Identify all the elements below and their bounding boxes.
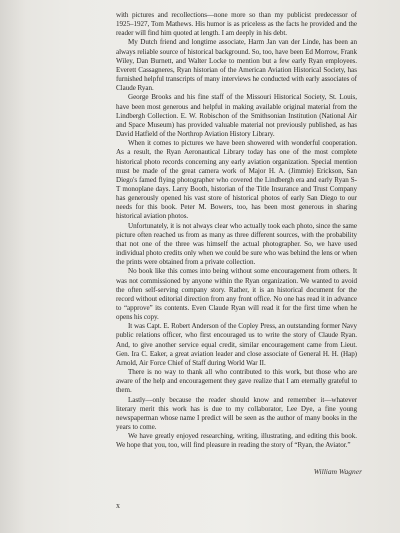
paragraph: Lastly—only because the reader should know and remember it—whatever literary merit this work has is due to my collaborator, Lee Dye, a fine young newspaperman whose name I predict will be seen as the author of many books in the years to come. bbox=[116, 395, 357, 432]
paragraph: We have greatly enjoyed researching, writing, illustrating, and editing this book. We hope that you, too, will find pleasure in reading the story of “Ryan, the Aviator.” bbox=[116, 432, 357, 450]
paragraph: It was Capt. E. Robert Anderson of the Copley Press, an outstanding former Navy public relations officer, who first encouraged us to write the story of Claude Ryan. And, to give another service equal credit, similar encouragement came from Lieut. Gen. Ira C. Eaker, a great aviation leader and close associate of General H. H. (Hap) Arnold, Air Force Chief of Staff during World War II. bbox=[116, 322, 357, 367]
page-number: x bbox=[116, 501, 120, 510]
paragraph: My Dutch friend and longtime associate, Harm Jan van der Linde, has been an always reliable source of historical background. So, too, have been Ed Morrow, Frank Wiley, Dan Burnett, and Walter Locke to mention but a few early Ryan employees. Everett Cassagneres, Ryan historian of the American Aviation Historical Society, has furnished helpful transcripts of many interviews he conducted with early associates of Claude Ryan. bbox=[116, 38, 357, 93]
paragraph: No book like this comes into being without some encouragement from others. It was not commissioned by anyone within the Ryan organization. We wanted to avoid the often self-serving company story. Rather, it is an historical document for the record without editorial direction from any front office. No one has read it in advance to “approve” its contents. Even Claude Ryan will read it for the first time when he opens his copy. bbox=[116, 267, 357, 322]
paragraph: George Brooks and his fine staff of the Missouri Historical Society, St. Louis, have been most generous and helpful in making available original material from the Lindbergh Collection. E. W. Robischon of the Smithsonian Institution (National Air and Space Museum) has provided valuable material not previously published, as has David Hatfield of the Northrop Aviation History Library. bbox=[116, 93, 357, 139]
body-text bbox=[116, 11, 357, 451]
paragraph: with pictures and recollections—none more so than my publicist predecessor of 1925–1927, Tom Mathews. His humor is as priceless as the facts he provided and the reader will find him quoted at length. I am deeply in his debt. bbox=[116, 11, 357, 38]
paragraph: There is no way to thank all who contributed to this work, but those who are aware of the help and encouragement they gave realize that I am eternally grateful to them. bbox=[116, 368, 357, 395]
author-signature: William Wagner bbox=[313, 467, 362, 476]
paragraph: Unfortunately, it is not always clear who actually took each photo, since the same picture often reached us from as many as three different sources, with the probability that not one of the three was himself the actual photographer. So, we have used individual photo credits only when we could be sure who was behind the lens or when the prints were obtained from a private collection. bbox=[116, 221, 357, 267]
paragraph: When it comes to pictures we have been showered with wonderful cooperation. As a result, the Ryan Aeronautical Library today has one of the most complete historical photo records concerning any early aviation organization. Special mention must be made of the great camera work of Major H. A. (Jimmie) Erickson, San Diego's famed flying photographer who covered the Lindbergh era and early Ryan S-T monoplane days. Larry Booth, historian of the Title Insurance and Trust Company has generously opened his vast store of historical photos of early San Diego to our needs for this book. Peter M. Bowers, too, has been most generous in sharing historical aviation photos. bbox=[116, 139, 357, 221]
